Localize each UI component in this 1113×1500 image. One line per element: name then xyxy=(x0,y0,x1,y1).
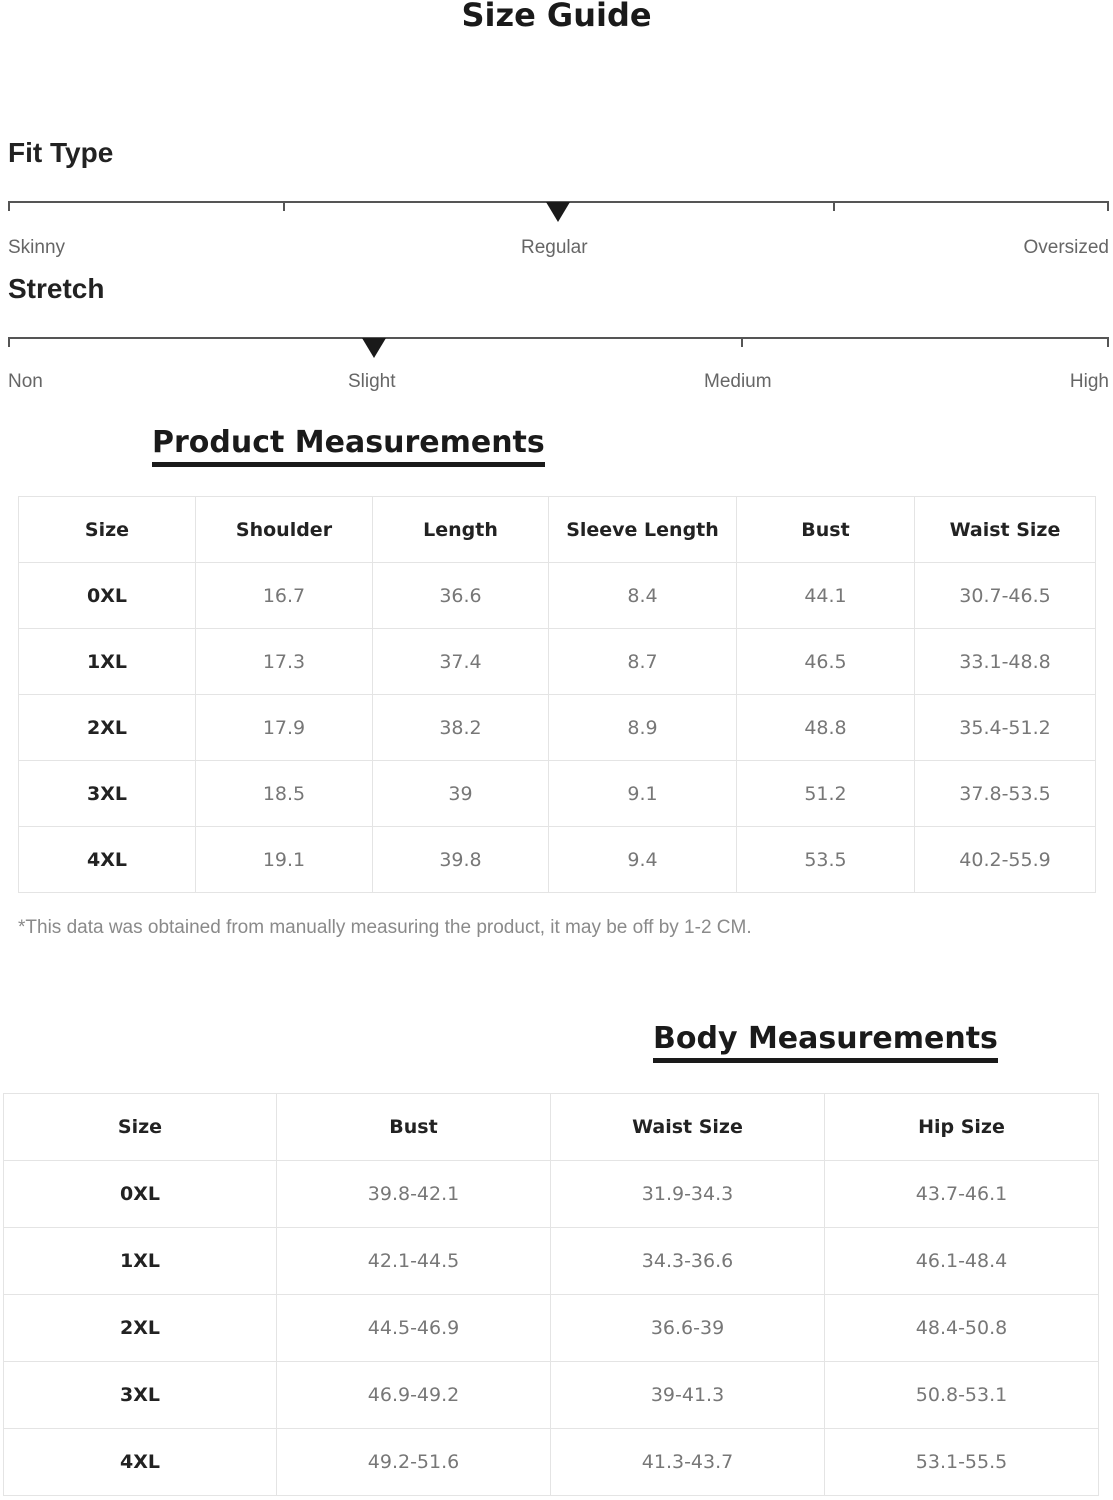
stretch-tick xyxy=(1107,337,1109,347)
table-cell: 36.6 xyxy=(373,563,549,629)
table-cell: 46.1-48.4 xyxy=(825,1228,1099,1295)
table-cell: 51.2 xyxy=(737,761,915,827)
table-cell: 46.5 xyxy=(737,629,915,695)
fit-type-pointer-icon xyxy=(546,202,570,222)
column-header: Length xyxy=(373,497,549,563)
fit-type-label-oversized: Oversized xyxy=(1023,237,1109,258)
table-cell: 19.1 xyxy=(196,827,373,893)
table-cell: 42.1-44.5 xyxy=(277,1228,551,1295)
column-header: Waist Size xyxy=(551,1094,825,1161)
table-cell: 18.5 xyxy=(196,761,373,827)
table-header-row xyxy=(4,1094,1099,1161)
column-header: Bust xyxy=(277,1094,551,1161)
table-cell: 53.1-55.5 xyxy=(825,1429,1099,1496)
column-header: Size xyxy=(4,1094,277,1161)
table-cell: 33.1-48.8 xyxy=(915,629,1096,695)
stretch-tick xyxy=(8,337,10,347)
fit-type-label-skinny: Skinny xyxy=(8,237,66,258)
table-row xyxy=(4,1429,1099,1496)
table-cell: 34.3-36.6 xyxy=(551,1228,825,1295)
size-cell: 0XL xyxy=(19,563,196,629)
column-header: Bust xyxy=(737,497,915,563)
table-cell: 39 xyxy=(373,761,549,827)
table-cell: 8.9 xyxy=(549,695,737,761)
size-cell: 1XL xyxy=(19,629,196,695)
size-cell: 1XL xyxy=(4,1228,277,1295)
size-cell: 2XL xyxy=(4,1295,277,1362)
table-cell: 43.7-46.1 xyxy=(825,1161,1099,1228)
column-header: Size xyxy=(19,497,196,563)
column-header: Hip Size xyxy=(825,1094,1099,1161)
table-cell: 37.8-53.5 xyxy=(915,761,1096,827)
column-header: Sleeve Length xyxy=(549,497,737,563)
fit-type-tick xyxy=(1107,201,1109,211)
stretch-scale-line xyxy=(8,337,1109,339)
table-row xyxy=(4,1228,1099,1295)
stretch-heading: Stretch xyxy=(8,273,105,304)
column-header: Shoulder xyxy=(196,497,373,563)
stretch-label-slight: Slight xyxy=(348,371,396,392)
size-cell: 0XL xyxy=(4,1161,277,1228)
table-cell: 9.4 xyxy=(549,827,737,893)
table-cell: 8.7 xyxy=(549,629,737,695)
size-cell: 2XL xyxy=(19,695,196,761)
size-cell: 3XL xyxy=(4,1362,277,1429)
table-row xyxy=(4,1362,1099,1429)
table-row xyxy=(19,563,1096,629)
table-cell: 17.9 xyxy=(196,695,373,761)
table-cell: 38.2 xyxy=(373,695,549,761)
product-measurements-heading: Product Measurements xyxy=(152,424,545,467)
table-row xyxy=(19,761,1096,827)
body-measurements-heading: Body Measurements xyxy=(653,1020,998,1063)
table-cell: 46.9-49.2 xyxy=(277,1362,551,1429)
table-cell: 30.7-46.5 xyxy=(915,563,1096,629)
fit-type-tick xyxy=(8,201,10,211)
fit-type-scale xyxy=(8,201,1109,215)
table-cell: 40.2-55.9 xyxy=(915,827,1096,893)
body-measurements-table xyxy=(3,1093,1099,1496)
table-cell: 39.8 xyxy=(373,827,549,893)
table-cell: 48.8 xyxy=(737,695,915,761)
stretch-label-high: High xyxy=(1069,371,1109,392)
table-row xyxy=(4,1161,1099,1228)
stretch-scale xyxy=(8,337,1109,351)
table-cell: 39-41.3 xyxy=(551,1362,825,1429)
measurement-note: *This data was obtained from manually measuring the product, it may be off by 1-2 CM. xyxy=(18,917,752,938)
table-cell: 44.5-46.9 xyxy=(277,1295,551,1362)
table-row xyxy=(4,1295,1099,1362)
fit-type-tick xyxy=(283,201,285,211)
product-measurements-table xyxy=(18,496,1096,893)
page-title: Size Guide xyxy=(461,0,652,34)
size-cell: 4XL xyxy=(4,1429,277,1496)
size-cell: 4XL xyxy=(19,827,196,893)
table-cell: 49.2-51.6 xyxy=(277,1429,551,1496)
stretch-tick xyxy=(741,337,743,347)
fit-type-tick xyxy=(833,201,835,211)
table-cell: 16.7 xyxy=(196,563,373,629)
table-cell: 35.4-51.2 xyxy=(915,695,1096,761)
fit-type-label-regular: Regular xyxy=(521,237,588,258)
table-cell: 31.9-34.3 xyxy=(551,1161,825,1228)
stretch-pointer-icon xyxy=(362,338,386,358)
table-row xyxy=(19,629,1096,695)
stretch-label-non: Non xyxy=(8,371,43,392)
table-header-row xyxy=(19,497,1096,563)
table-cell: 9.1 xyxy=(549,761,737,827)
size-cell: 3XL xyxy=(19,761,196,827)
fit-type-heading: Fit Type xyxy=(8,137,114,168)
table-cell: 53.5 xyxy=(737,827,915,893)
table-cell: 8.4 xyxy=(549,563,737,629)
table-cell: 44.1 xyxy=(737,563,915,629)
table-cell: 48.4-50.8 xyxy=(825,1295,1099,1362)
table-row xyxy=(19,695,1096,761)
table-cell: 36.6-39 xyxy=(551,1295,825,1362)
table-cell: 50.8-53.1 xyxy=(825,1362,1099,1429)
column-header: Waist Size xyxy=(915,497,1096,563)
table-cell: 41.3-43.7 xyxy=(551,1429,825,1496)
table-cell: 37.4 xyxy=(373,629,549,695)
stretch-label-medium: Medium xyxy=(704,371,772,392)
table-cell: 17.3 xyxy=(196,629,373,695)
table-cell: 39.8-42.1 xyxy=(277,1161,551,1228)
table-row xyxy=(19,827,1096,893)
